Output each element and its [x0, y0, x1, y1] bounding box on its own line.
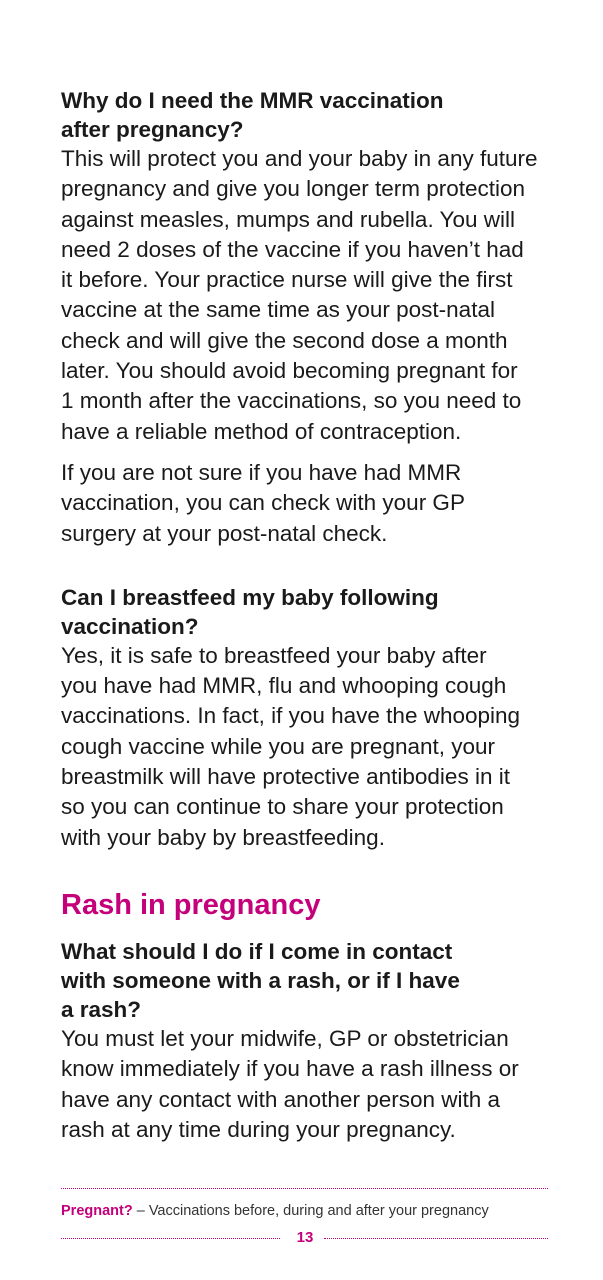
question-heading: [61, 583, 561, 641]
body-paragraph: [61, 144, 561, 447]
footer-brand: Pregnant?: [61, 1203, 133, 1219]
text-line: rash at any time during your pregnancy.: [61, 1116, 456, 1142]
body-paragraph: [61, 1024, 561, 1145]
body-paragraph: [61, 641, 561, 853]
section-rash-contact: [61, 937, 561, 1145]
text-line: vaccinations. In fact, if you have the whooping: [61, 703, 521, 729]
footer-tagline: – Vaccinations before, during and after your pregnancy: [132, 1203, 489, 1219]
section-title-rash: Rash in pregnancy: [61, 888, 321, 921]
text-line: This will protect you and your baby in any future: [61, 146, 538, 171]
body-paragraph: [61, 458, 561, 549]
footer-caption: [61, 1201, 561, 1221]
text-line: with your baby by breastfeeding.: [61, 824, 385, 850]
text-line: know immediately if you have a rash illness or: [61, 1056, 519, 1082]
text-line: pregnancy and give you longer term protection: [61, 176, 526, 202]
footer-page-bar: [61, 1228, 548, 1248]
footer-divider-left: [61, 1238, 280, 1239]
page-content: [61, 86, 561, 1145]
question-line: What should I do if I come in contact: [61, 938, 453, 964]
section-breastfeeding: [61, 583, 561, 853]
text-line: vaccine at the same time as your post-natal: [61, 297, 495, 323]
question-heading: [61, 937, 561, 1024]
page-number: 13: [296, 1229, 314, 1246]
footer-divider-top: [61, 1188, 548, 1189]
text-line: 1 month after the vaccinations, so you need to: [61, 388, 522, 414]
section-mmr-after-pregnancy: [61, 86, 561, 549]
question-line: with someone with a rash, or if I have: [61, 967, 460, 993]
text-line: breastmilk will have protective antibodies in it: [61, 764, 510, 790]
text-line: so you can continue to share your protection: [61, 794, 504, 820]
text-line: You must let your midwife, GP or obstetrician: [61, 1025, 509, 1051]
footer-divider-right: [324, 1238, 548, 1239]
question-line: a rash?: [61, 996, 142, 1022]
text-line: have a reliable method of contraception.: [61, 418, 462, 444]
text-line: check and will give the second dose a month: [61, 327, 508, 353]
question-line: Why do I need the MMR vaccination: [61, 88, 444, 113]
text-line: you have had MMR, flu and whooping cough: [61, 673, 507, 699]
text-line: cough vaccine while you are pregnant, your: [61, 733, 496, 759]
text-line: If you are not sure if you have had MMR: [61, 459, 462, 485]
question-heading: [61, 86, 561, 144]
question-line: Can I breastfeed my baby following: [61, 584, 439, 610]
text-line: against measles, mumps and rubella. You will: [61, 206, 515, 232]
question-line: after pregnancy?: [61, 117, 244, 142]
text-line: surgery at your post-natal check.: [61, 520, 388, 546]
text-line: need 2 doses of the vaccine if you haven’t had: [61, 236, 524, 262]
text-line: later. You should avoid becoming pregnant for: [61, 358, 518, 384]
text-line: have any contact with another person with a: [61, 1086, 501, 1112]
text-line: Yes, it is safe to breastfeed your baby after: [61, 642, 487, 668]
text-line: it before. Your practice nurse will give the first: [61, 267, 513, 293]
question-line: vaccination?: [61, 613, 199, 639]
text-line: vaccination, you can check with your GP: [61, 490, 465, 516]
